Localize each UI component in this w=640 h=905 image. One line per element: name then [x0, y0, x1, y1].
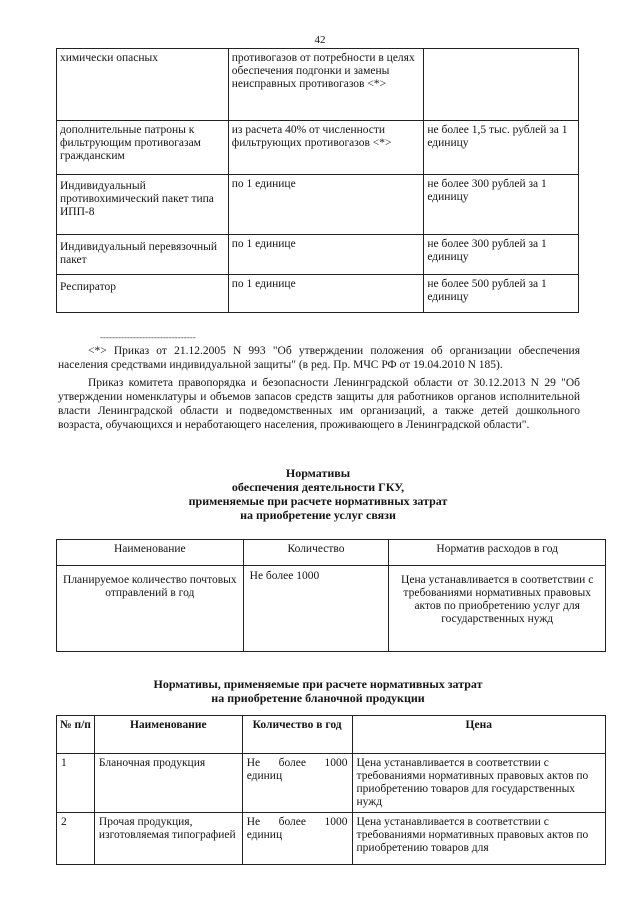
- title-line: Нормативы: [285, 466, 351, 480]
- item-name: Прочая продукция, изготовляемая типографией: [94, 813, 242, 865]
- page-number: 42: [314, 34, 326, 46]
- item-norm: не более 500 рублей за 1 единицу: [424, 275, 579, 313]
- table-header-row: [57, 540, 606, 566]
- footnote-text: <*> Приказ от 21.12.2005 N 993 "Об утверждении положения об организации обеспечения населения средствами индивидуальной защиты" (в ред. Пр. МЧС РФ от 19.04.2010 N 185).: [58, 345, 580, 371]
- item-quantity: Не более 1000: [243, 566, 389, 652]
- communication-services-table: [56, 539, 606, 652]
- item-quantity: Не более 1000 единиц: [242, 754, 352, 813]
- footnote-separator: --------------------------------: [100, 333, 196, 342]
- item-name: Индивидуальный противохимический пакет типа ИПП-8: [57, 175, 229, 235]
- title-line: обеспечения деятельности ГКУ,: [231, 480, 405, 494]
- table-row: [57, 235, 579, 275]
- title-line: Нормативы, применяемые при расчете нормативных затрат: [153, 677, 483, 691]
- column-header: Наименование: [57, 540, 244, 566]
- item-name: Индивидуальный перевязочный пакет: [57, 235, 229, 275]
- item-quantity: по 1 единице: [228, 275, 424, 313]
- item-norm: не более 300 рублей за 1 единицу: [424, 235, 579, 275]
- column-header: Норматив расходов в год: [389, 540, 606, 566]
- table-row: [57, 813, 606, 865]
- item-quantity: Не более 1000 единиц: [242, 813, 352, 865]
- table-row: [57, 754, 606, 813]
- protective-equipment-table: [56, 48, 579, 313]
- item-price: Цена устанавливается в соответствии с требованиями нормативных правовых актов по приобретению товаров для: [352, 813, 605, 865]
- item-quantity: из расчета 40% от численности фильтрующих противогазов <*>: [228, 121, 424, 175]
- column-header: Количество: [243, 540, 389, 566]
- title-line: на приобретение услуг связи: [240, 508, 396, 522]
- title-line: применяемые при расчете нормативных затрат: [188, 494, 448, 508]
- item-norm: [424, 49, 579, 121]
- row-number: 2: [57, 813, 95, 865]
- row-number: 1: [57, 754, 95, 813]
- item-name: Планируемое количество почтовых отправлений в год: [57, 566, 244, 652]
- table-row: [57, 121, 579, 175]
- order-reference: Приказ комитета правопорядка и безопасности Ленинградской области от 30.12.2013 N 29 "Об утверждении номенклатуры и объемов запасов средств защиты для работников органов исполнительной власти Ленинградской области и подведомственных им организаций, а также детей дошкольного возраста, обучающихся и неработающего населения, проживающего в Ленинградской области".: [58, 377, 580, 431]
- table-row: [57, 275, 579, 313]
- item-norm: Цена устанавливается в соответствии с требованиями нормативных правовых актов по приобретению услуг для государственных нужд: [389, 566, 606, 652]
- item-quantity: противогазов от потребности в целях обеспечения подгонки и замены неисправных противогазов <*>: [228, 49, 424, 121]
- title-line: на приобретение бланочной продукции: [211, 691, 425, 705]
- table-row: [57, 175, 579, 235]
- item-price: Цена устанавливается в соответствии с требованиями нормативных правовых актов по приобретению товаров для государственных нужд: [352, 754, 605, 813]
- item-name: дополнительные патроны к фильтрующим противогазам гражданским: [57, 121, 229, 175]
- column-header: Цена: [352, 716, 605, 754]
- item-quantity: по 1 единице: [228, 175, 424, 235]
- section3-title: [56, 677, 580, 705]
- item-quantity: по 1 единице: [228, 235, 424, 275]
- column-header: № п/п: [57, 716, 95, 754]
- column-header: Наименование: [94, 716, 242, 754]
- item-name: Респиратор: [57, 275, 229, 313]
- item-name: химически опасных: [57, 49, 229, 121]
- item-norm: не более 1,5 тыс. рублей за 1 единицу: [424, 121, 579, 175]
- column-header: Количество в год: [242, 716, 352, 754]
- table-row: [57, 566, 606, 652]
- item-norm: не более 300 рублей за 1 единицу: [424, 175, 579, 235]
- blank-products-table: [56, 715, 606, 865]
- table-row: [57, 49, 579, 121]
- section2-title: [56, 466, 580, 522]
- table-header-row: [57, 716, 606, 754]
- item-name: Бланочная продукция: [94, 754, 242, 813]
